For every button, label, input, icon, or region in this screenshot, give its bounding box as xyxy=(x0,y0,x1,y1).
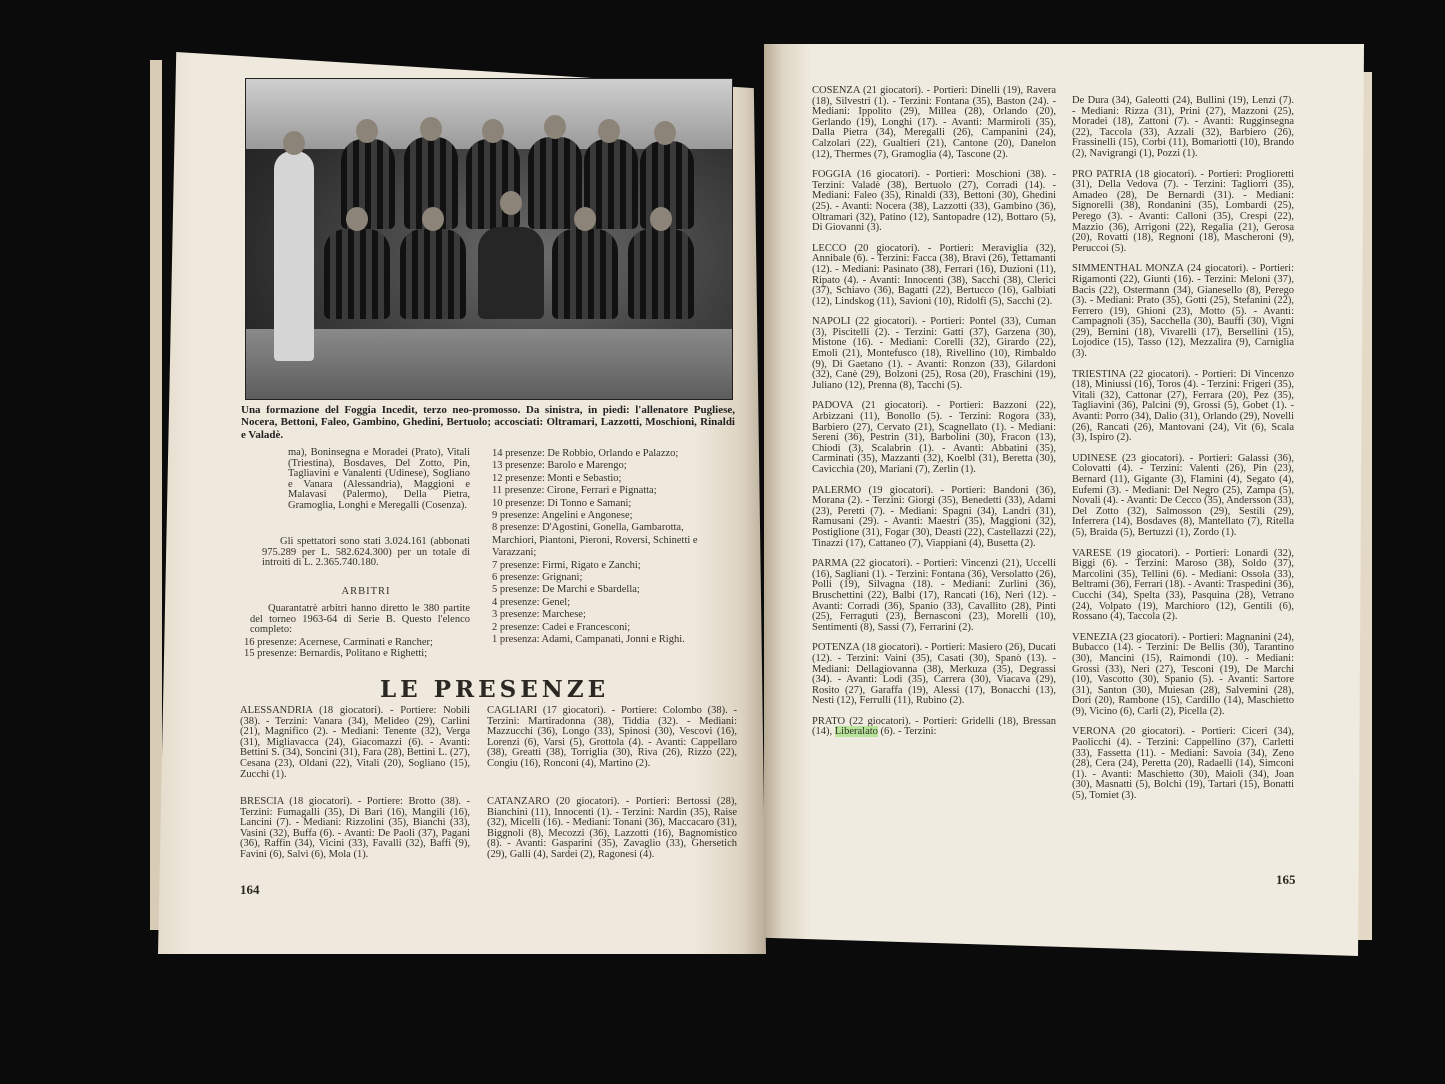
team-entry-cosenza: COSENZA (21 giocatori). - Portieri: Dinelli (19), Ravera (18), Silvestri (1). - Terzini: Fontana (35), Baston (24). - Mediani: Ippolito (29), Millea (28), Orlando (20), Gerlando (19), Longhi (17). - Avanti: Marmiroli (35), Dalla Pietra (34), Meregalli (26), Campanini (24), Calzolari (22), Gualtieri (21), Cantone (20), Danelon (12), Thermes (7), Gramoglia (4), Tascone (2). xyxy=(812,85,1056,160)
team-entry-parma: PARMA (22 giocatori). - Portieri: Vincenzi (21), Uccelli (16), Sagliani (1). - Terzini: Fontana (36), Versolatto (26), Polli (19), Silvagna (18). - Mediani: Zurlini (36), Bruschettini (22), Balbi (17), Rancati (16), Neri (12). - Avanti: Corradi (36), Spanio (33), Cavallito (28), Pinti (25), Ferraguti (23), Bernasconi (23), Morelli (10), Sentimenti (8), Sassi (7), Ferrarini (2). xyxy=(812,558,1056,633)
team-entry-venezia: VENEZIA (23 giocatori). - Portieri: Magnanini (24), Bubacco (14). - Terzini: De Bellis (30), Tarantino (30), Mancini (15), Raimondi (10). - Mediani: Grossi (33), Neri (27), Tesconi (19), De Marchi (10), Vascotto (30), Spanio (5). - Avanti: Sartore (31), Santon (30), Muiesan (28), Salvemini (28), Dori (20), Rambone (15), Cardillo (14), Maschietto (9), Vicino (6), Carli (2), Picella (2). xyxy=(1072,631,1294,717)
team-entry-napoli: NAPOLI (22 giocatori). - Portieri: Pontel (33), Cuman (3), Piscitelli (2). - Terzini: Gatti (37), Garzena (30), Mistone (16). - Mediani: Corelli (32), Girardo (22), Emoli (21), Montefusco (18), Rivellino (10), Rimbaldo (9), Di Gaetano (1). - Avanti: Ronzon (33), Gilardoni (32), Canè (29), Bolzoni (25), Rosa (20), Fraschini (19), Juliano (12), Prenna (8), Tacchi (5). xyxy=(812,316,1056,391)
team-entry-varese: VARESE (19 giocatori). - Portieri: Lonardi (32), Biggi (6). - Terzini: Maroso (38), Soldo (37), Marcolini (35), Tellini (6). - Mediani: Ossola (33), Beltrami (36), Ferrari (18). - Avanti: Traspedini (36), Cucchi (34), Spelta (33), Pasquina (28), Vetrano (24), Volpato (19), Marchioro (12), Gentili (6), Rossano (4), Taccola (2). xyxy=(1072,547,1295,623)
list-item: 7 presenze: Firmi, Rigato e Zanchi; xyxy=(492,559,641,571)
team-entry-lecco: LECCO (20 giocatori). - Portieri: Meraviglia (32), Annibale (6). - Terzini: Facca (38), Bravi (26), Tettamanti (12). - Mediani: Pasinato (38), Ferrari (16), Duzioni (11), Ripato (4). - Avanti: Innocenti (38), Sacchi (38), Clerici (37), Schiavo (36), Bagatti (22), Bertucco (16), Galbiati (12), Lindskog (11), Savioni (10), Ridolfi (5), Sacchi (2). xyxy=(812,242,1056,307)
team-entry-pro-patria: PRO PATRIA (18 giocatori). - Portieri: Proglioretti (31), Della Vedova (7). - Terzini: Tagliorri (35), Amadeo (28), De Bernardi (31). - Mediani: Signorelli (38), Rondanini (35), Lombardi (25), Perego (3). - Avanti: Calloni (35), Crespi (22), Mazzio (36), Arrigoni (22), Regalia (21), Gerosa (20), Rovatti (18), Regnoni (18), Mascheroni (9), Peruccoi (5). xyxy=(1072,168,1294,254)
team-entry-brescia: BRESCIA (18 giocatori). - Portiere: Brotto (38). - Terzini: Fumagalli (35), Di Bari (16), Mangili (16), Lancini (7). - Mediani: Rizzolini (35), Bianchi (33), Vasini (32), Buffa (6). - Avanti: De Paoli (37), Pagani (36), Raffin (34), Vicini (33), Favalli (32), Baffi (9), Favini (6), Salvi (6), Mola (1). xyxy=(240,796,470,860)
list-item: 6 presenze: Grignani; xyxy=(492,572,583,584)
list-item: 4 presenze: Genel; xyxy=(492,596,571,608)
team-entry-padova: PADOVA (21 giocatori). - Portieri: Bazzoni (22), Arbizzani (11), Bonollo (5). - Terzini: Rogora (33), Barbiero (27), Cervato (21), Scagnellato (1). - Mediani: Sereni (36), Pestrin (31), Barbolini (30), Fracon (13), Chiodi (3), Scalabrin (1). - Avanti: Abbatini (35), Carminati (35), Mazzanti (32), Koelbl (31), Beretta (30), Cavicchia (20), Mariani (7), Zerlin (1). xyxy=(812,400,1056,475)
list-item: 14 presenze: De Robbio, Orlando e Palazzo; xyxy=(492,448,679,459)
team-entry-alessandria: ALESSANDRIA (18 giocatori). - Portiere: Nobili (38). - Terzini: Vanara (34), Melideo (29), Carlini (21), Magnifico (2). - Mediani: Tenente (32), Verga (31), Migliavacca (24), Giacomazzi (6). - Avanti: Bettini S. (34), Soncini (31), Fara (28), Bettini L. (27), Cesana (23), Oldani (22), Vitali (20), Sogliano (15), Zucchi (1). xyxy=(240,705,470,780)
team-entry-continued: De Dura (34), Galeotti (24), Bullini (19), Lenzi (7). - Mediani: Rizza (31), Prini (27), Mazzoni (25), Moradei (18), Zattoni (7). - Avanti: Rugginsegna (22), Taccola (33), Azzali (32), Barbiero (26), Frassinelli (15), Corbi (11), Bomariotti (10), Brando (2), Navigrangi (1), Pozzi (1). xyxy=(1072,95,1294,159)
page-number-left: 164 xyxy=(240,882,260,897)
team-entry-potenza: POTENZA (18 giocatori). - Portieri: Masiero (26), Ducati (12). - Terzini: Vaini (35), Casati (30), Spanò (13). - Mediani: Dellagiovanna (38), Merkuza (35), Degrassi (34). - Avanti: Lodi (35), Carrera (30), Viacava (29), Rosito (27), Garaffa (19), Alessi (17), Bonacchi (13), Nesti (12), Ferrulli (11), Rubino (2). xyxy=(812,642,1056,707)
team-entry-cagliari: CAGLIARI (17 giocatori). - Portiere: Colombo (38). - Terzini: Martiradonna (38), Tiddia (32). - Mediani: Mazzucchi (36), Longo (33), Spinosi (30), Vescovi (16), Lorenzi (6), Varsi (5), Grottola (4). - Avanti: Cappellaro (38), Greatti (38), Torriglia (30), Riva (26), Rizzo (22), Congiu (16), Ronconi (4), Martino (2). xyxy=(487,705,737,769)
prato-text: PRATO (22 giocatori). - Portieri: Gridelli (18), Bressan (14), Liberalato (6). - Terzini: xyxy=(812,715,1056,738)
team-entry-triestina: TRIESTINA (22 giocatori). - Portieri: Di Vincenzo (18), Miniussi (16), Toros (4). - Terzini: Frigeri (35), Vitali (32), Cattonar (27), Ferrara (20), Pez (35), Tagliavini (36), Palcini (9), Grossi (5), Gobet (1). - Avanti: Porro (34), Dalio (31), Orlando (29), Novelli (26), Rancati (26), Mantovani (24), Vit (6), Scala (3), Ispiro (2). xyxy=(1072,368,1295,444)
team-entry-udinese: UDINESE (23 giocatori). - Portieri: Galassi (36), Colovatti (4). - Terzini: Valenti (26), Pin (23), Bernard (11), Gigante (3), Flamini (4), Segato (4), Eufemi (3). - Mediani: Del Negro (25), Zampa (5), Novali (4). - Avanti: De Cecco (35), Andersson (33), Del Zotto (32), Salmosson (29), Sestili (29), Inferrera (14), Bosdaves (8), Mantellato (7), Ritella (5), Braida (5), Bertuzzi (1), Zordo (1). xyxy=(1072,452,1294,538)
arbitri-text: Quarantatrè arbitri hanno diretto le 380 partite del torneo 1963-64 di Serie B. Questo l'elenco completo: xyxy=(250,603,470,636)
list-item: 1 presenza: Adami, Campanati, Jonni e Righi. xyxy=(492,634,685,646)
arbitri-heading: ARBITRI xyxy=(341,586,391,597)
list-item: 9 presenze: Angelini e Angonese; xyxy=(492,510,633,522)
list-item: 13 presenze: Barolo e Marengo; xyxy=(492,460,627,472)
photo-caption: Una formazione del Foggia Incedit, terzo neo-promosso. Da sinistra, in piedi: l'allenatore Pugliese, Nocera, Bettoni, Faleo, Gambino, Ghedini, Bertuolo; accosciati: Oltramari, Lazzotti, Moschioni, Rinaldi e Valadè. xyxy=(241,404,735,441)
arbitri-line: 16 presenze: Acernese, Carminati e Rancher; xyxy=(244,637,433,648)
right-column-2 xyxy=(1072,96,1294,802)
team-entry-simmenthal-monza: SIMMENTHAL MONZA (24 giocatori). - Portieri: Rigamonti (22), Giunti (16). - Terzini: Meloni (37), Bacis (22), Ostermann (34), Gianesello (8), Perego (3). - Mediani: Prato (35), Gotti (25), Stefanini (22), Ferrero (19), Ghioni (23), Motto (5). - Avanti: Campagnoli (35), Sacchella (30), Bauffi (30), Vigni (29), Bernini (18), Vivarelli (17), Bersellini (15), Lojodice (15), Tasso (12), Mezzalira (9), Carniglia (3). xyxy=(1072,263,1294,360)
list-item: 8 presenze: D'Agostini, Gonella, Gambarotta, Marchiori, Piantoni, Pieroni, Roversi, Schinetti e Varazzani; xyxy=(492,522,698,559)
team-entry-prato xyxy=(812,717,1056,738)
arbitri-list xyxy=(244,638,472,659)
list-item: 12 presenze: Monti e Sebastio; xyxy=(492,472,622,484)
page-number-right: 165 xyxy=(1276,872,1296,887)
list-item: 10 presenze: Di Tonno e Samani; xyxy=(492,497,632,509)
coach-figure xyxy=(274,151,314,361)
col1-intro-text: ma), Boninsegna e Moradei (Prato), Vitali (Triestina), Bosdaves, Del Zotto, Pin, Tagliavini e Vanalenti (Udinese), Sogliano e Vanara (Alessandria), Maggioni e Malavasi (Palermo), Della Pietra, Gramoglia, Longhi e Meregalli (Cosenza). xyxy=(288,447,470,511)
list-item: 3 presenze: Marchese; xyxy=(492,609,586,621)
team-entry-palermo: PALERMO (19 giocatori). - Portieri: Bandoni (36), Morana (2). - Terzini: Giorgi (35), Benedetti (33), Adami (23), Peretti (7). - Mediani: Spagni (34), Landri (31), Ramusani (29). - Avanti: Maestri (35), Maggioni (32), Postiglione (31), Fogar (30), Deasti (22), Castellazzi (22), Tinazzi (17), Cattaneo (7), Viappiani (4), Busetta (2). xyxy=(812,484,1056,549)
goalkeeper-figure xyxy=(478,227,544,319)
team-photo xyxy=(245,78,733,400)
team-entry-catanzaro: CATANZARO (20 giocatori). - Portieri: Bertossi (28), Bianchini (11), Innocenti (1). - Terzini: Nardin (35), Raise (32), Micelli (16). - Mediani: Tonani (36), Maccacaro (31), Biggnoli (8), Mecozzi (36), Lazzotti (16), Bagnomistico (8). - Avanti: Gasparini (35), Zavaglio (33), Ghersetich (29), Galli (4), Sardei (2), Ragonesi (4). xyxy=(487,796,737,860)
arbitri-presenze-list xyxy=(492,448,720,647)
team-entry-verona: VERONA (20 giocatori). - Portieri: Ciceri (34), Paolicchi (4). - Terzini: Cappellino (37), Carletti (33), Fassetta (11). - Mediani: Savoia (34), Zeno (28), Cera (24), Peretta (20), Radaelli (14), Simconi (1). - Avanti: Maschietto (30), Maioli (34), Joan (30), Masnatti (5), Bolchi (19), Tartari (15), Bonatti (5), Tomiet (3). xyxy=(1072,726,1294,802)
right-column-1 xyxy=(812,86,1056,738)
left-page-edge xyxy=(150,60,162,930)
highlighted-word: Liberalato xyxy=(834,726,878,738)
list-item: 5 presenze: De Marchi e Sbardella; xyxy=(492,584,640,596)
spectators-text: Gli spettatori sono stati 3.024.161 (abbonati 975.289 per L. 582.624.300) per un totale di introiti di L. 2.365.740.180. xyxy=(262,536,470,569)
list-item: 2 presenze: Cadei e Francesconi; xyxy=(492,621,631,633)
section-title: LE PRESENZE xyxy=(380,676,610,703)
arbitri-line: 15 presenze: Bernardis, Politano e Righetti; xyxy=(244,647,428,659)
list-item: 11 presenze: Cirone, Ferrari e Pignatta; xyxy=(492,485,657,497)
team-entry-foggia: FOGGIA (16 giocatori). - Portieri: Moschioni (38). - Terzini: Valadè (38), Bertuolo (27), Corradi (14). - Mediani: Faleo (35), Rinaldi (33), Bettoni (30), Ghedini (25). - Avanti: Nocera (38), Lazzotti (33), Gambino (36), Oltramari (32), Patino (12), Santopadre (12), Bottaro (5), Di Giovanni (3). xyxy=(812,169,1056,234)
